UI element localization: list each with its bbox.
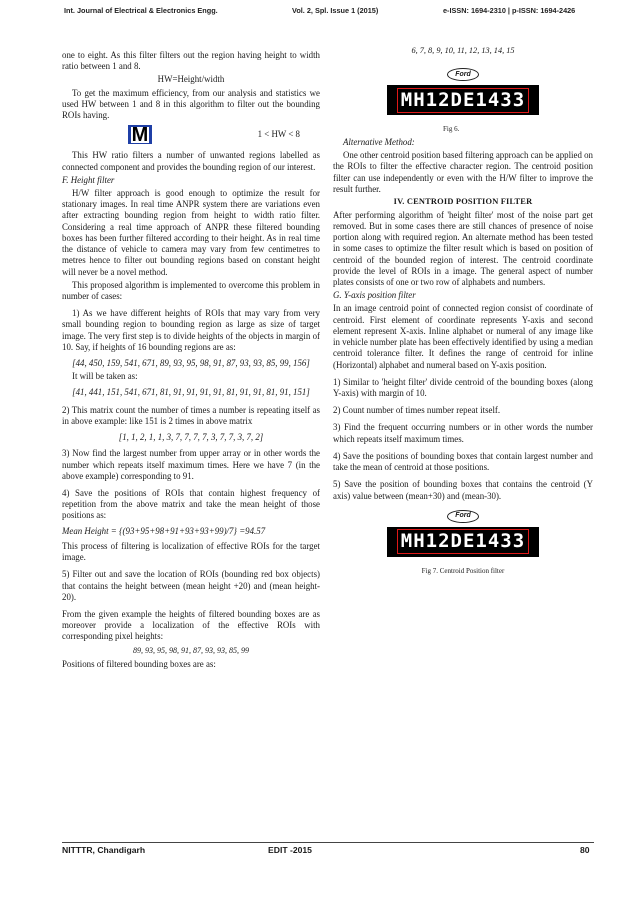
paragraph: H/W filter approach is good enough to optimize the result for stationary images. In real time ANPR system there are variations even after extracting bounding region from height to width ratio filter. Considering a real time approach of ANPR these filtered bounding boxes has been further filtered according to their height. As in real time the distance of vehicle to camera may vary from few centimetres to metres hence to filter out bounding regions based on constant height will never be a novel method.	[62, 187, 320, 277]
list-item: 2) This matrix count the number of times a number is repeating itself as in above example: like 151 is 2 times in above matrix	[62, 404, 320, 426]
journal-title: Int. Journal of Electrical & Electronics Engg.	[64, 6, 218, 15]
figure-7-caption: Fig 7. Centroid Position filter	[421, 566, 505, 575]
list-item: 1) Similar to 'height filter' divide centroid of the bounding boxes (along Y-axis) with margin of 10.	[333, 376, 593, 398]
positions-list: 6, 7, 8, 9, 10, 11, 12, 13, 14, 15	[411, 46, 515, 55]
plate-number: MH12DE1433	[397, 88, 529, 113]
section-heading-iv: IV. CENTROID POSITION FILTER	[393, 197, 533, 207]
plate-footnote	[387, 121, 539, 125]
plate-number: MH12DE1433	[397, 529, 529, 554]
paragraph: From the given example the heights of filtered bounding boxes are as moreover provide a localization of the effective ROIs with corresponding pixel heights:	[62, 608, 320, 642]
paragraph: To get the maximum efficiency, from our analysis and statistics we used HW between 1 and 8 in this algorithm to filter out the bounding ROIs having.	[62, 87, 320, 121]
list-item: 5) Filter out and save the location of ROIs (bounding red box objects) that contains the height between (mean height +20) and (mean height-20).	[62, 569, 320, 602]
paragraph: This process of filtering is localization of effective ROIs for the target image.	[62, 540, 320, 563]
section-heading-f: F. Height filter	[62, 174, 115, 185]
page-number: 80	[580, 845, 590, 855]
figure-6-caption: Fig 6.	[443, 125, 460, 134]
left-column	[62, 50, 320, 672]
footer-institution: NITTTR, Chandigarh	[62, 845, 146, 855]
paragraph: This HW ratio filters a number of unwanted regions labelled as connected component and provides the bounding region of our interest.	[62, 150, 320, 172]
license-plate	[387, 85, 539, 115]
figure-7	[387, 510, 539, 567]
hw-figure-row	[62, 125, 320, 144]
list-item: 3) Find the frequent occurring numbers or in other words the number which repeats itself maximum times.	[333, 422, 593, 444]
paragraph: It will be taken as:	[72, 371, 138, 382]
footer-rule	[62, 842, 594, 843]
license-plate	[387, 527, 539, 557]
footer-edition: EDIT -2015	[268, 845, 312, 855]
mean-height-equation: Mean Height = {(93+95+98+91+93+93+99)/7} =94.57	[62, 525, 266, 536]
hw-definition: HW=Height/width	[157, 74, 225, 85]
paragraph: In an image centroid point of connected region consist of coordinate of centroid. First element of coordinate represents Y-axis and second element represent X-axis. Inline alphabet or numeral of any image like in vehicle number plate has been effectively identified by using a median centroid tolerance filter. It defines the range of centroid for inline (Horizontal) alphabet and numeral based on Y-axis position.	[333, 303, 593, 370]
alternative-method-heading: Alternative Method:	[343, 137, 415, 148]
paragraph: one to eight. As this filter filters out the region having height to width ratio between 1 and 8.	[62, 50, 320, 72]
height-array: [44, 450, 159, 541, 671, 89, 93, 95, 98, 91, 87, 93, 93, 85, 99, 156]	[72, 358, 310, 369]
list-item: 5) Save the position of bounding boxes that contains the centroid (Y axis) value between (mean+30) and (mean-30).	[333, 479, 593, 501]
issn-info: e-ISSN: 1694-2310 | p-ISSN: 1694-2426	[443, 6, 576, 15]
ford-logo: Ford	[447, 510, 479, 523]
list-item: 2) Count number of times number repeat itself.	[333, 405, 501, 416]
list-item: 4) Save the positions of bounding boxes that contain largest number and take the mean of centroid at those positions.	[333, 450, 593, 473]
paragraph: After performing algorithm of 'height filter' most of the noise part get removed. But in some cases there are still chances of presence of noise portion along with required region. An alternate method has been tested in some cases to optimize the filter result which is based on position of centroid of the bounded region of interest. The centroid coordinate provide the level of ROIs in a image. The general aspect of number plates consists of one or two row of alphabets and numbers.	[333, 209, 593, 288]
list-item: 3) Now find the largest number from upper array or in other words the number which repeats itself maximum times. Here we have 7 (in the above example) corresponding to 91.	[62, 448, 320, 481]
hw-inequality: 1 < HW < 8	[257, 129, 300, 140]
filtered-heights: 89, 93, 95, 98, 91, 87, 93, 93, 85, 99	[133, 645, 249, 655]
figure-6	[387, 68, 539, 125]
ford-logo: Ford	[447, 68, 479, 81]
paragraph: Positions of filtered bounding boxes are as:	[62, 658, 216, 669]
list-item: 1) As we have different heights of ROIs that may vary from very small bounding region to bounding region as large as size of target image. The very first step is to divide heights of the objects in margin of 10. Say, if heights of 16 bounding regions are as:	[62, 308, 320, 352]
paragraph: This proposed algorithm is implemented to overcome this problem in number of cases:	[62, 279, 320, 301]
volume-info: Vol. 2, Spl. Issue 1 (2015)	[292, 6, 379, 15]
paragraph: One other centroid position based filtering approach can be applied on the ROIs to filter the effective character region. The centroid position filter can use independently or even with the H/W filter to improve the result further.	[333, 150, 593, 194]
letter-m-image: M	[128, 125, 152, 144]
list-item: 4) Save the positions of ROIs that contain highest frequency of repetition from the above matrix and take the mean height of those positions as:	[62, 488, 320, 521]
right-column	[333, 46, 593, 577]
count-array: [1, 1, 2, 1, 1, 3, 7, 7, 7, 7, 3, 7, 7, 3, 7, 2]	[118, 432, 264, 443]
section-heading-g: G. Y-axis position filter	[333, 290, 416, 301]
plate-footnote	[387, 563, 539, 567]
rounded-array: [41, 441, 151, 541, 671, 81, 91, 91, 91, 91, 81, 91, 91, 81, 91, 151]	[72, 387, 310, 398]
